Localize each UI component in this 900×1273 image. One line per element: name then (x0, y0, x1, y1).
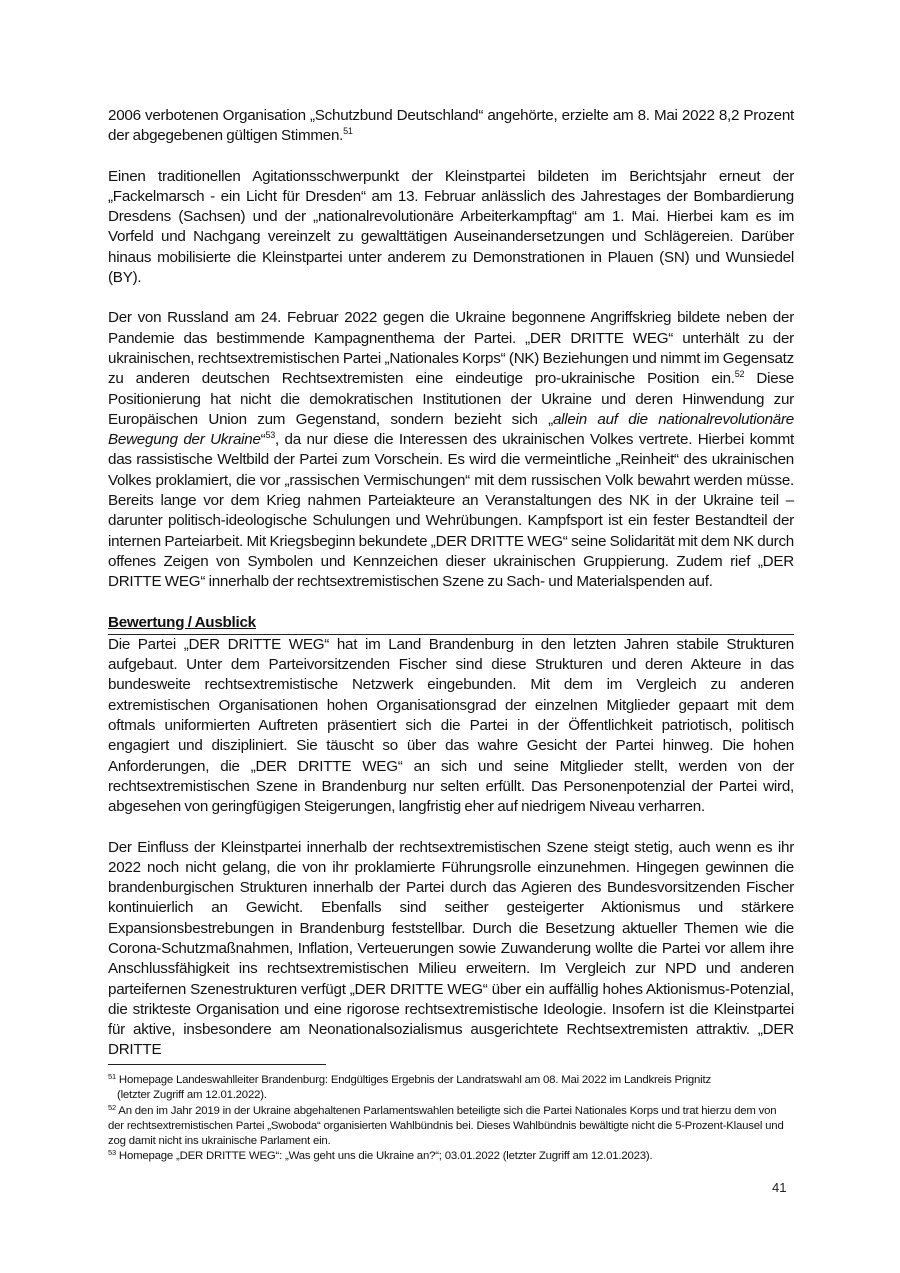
footnote-ref-52[interactable]: 52 (734, 369, 745, 380)
body-text (108, 106, 794, 1061)
paragraph-4: Die Partei „DER DRITTE WEG“ hat im Land Brandenburg in den letzten Jahren stabile Strukturen aufgebaut. Unter dem Parteivorsitzenden Fischer sind diese Strukturen und deren Akteure in das bundesweite rechtsextremistische Netzwerk eingebunden. Mit dem im Vergleich zu anderen extremistischen Organisationen hohen Organisationsgrad der einzelnen Mitglieder gepaart mit dem oftmals uniformierten Auftreten präsentiert sich die Partei in der Öffentlichkeit patriotisch, politisch engagiert und diszipliniert. Sie täuscht so über das wahre Gesicht der Partei hinweg. Die hohen Anforderungen, die „DER DRITTE WEG“ an sich und seine Mitglieder stellt, werden von der rechtsextremistischen Szene in Brandenburg nur selten erfüllt. Das Personenpotenzial der Partei wird, abgesehen von geringfügigen Steigerungen, langfristig eher auf niedrigem Niveau verharren. (108, 635, 794, 816)
footnotes (108, 1073, 794, 1165)
paragraph-1: 2006 verbotenen Organisation „Schutzbund Deutschland“ angehörte, erzielte am 8. Mai 2022 8,2 Prozent der abgegebenen gültigen Stimmen.$^{51}$ (108, 107, 794, 145)
footnote-ref-53[interactable]: 53 (265, 430, 275, 441)
footnote-53: $^{53}$ Homepage „DER DRITTE WEG“: „Was geht uns die Ukraine an?“; 03.01.2022 (letzter Zugriff am 12.01.2023). (108, 1148, 653, 1163)
footnote-separator (108, 1064, 326, 1065)
page-number: 41 (772, 1180, 787, 1195)
footnote-51: $^{51}$ Homepage Landeswahlleiter Brandenburg: Endgültiges Ergebnis der Landratswahl am 08. Mai 2022 im Landkreis Prignitz (letzter Zugriff am 12.01.2022). (108, 1072, 711, 1102)
paragraph-5: Der Einfluss der Kleinstpartei innerhalb der rechtsextremistischen Szene steigt stetig, auch wenn es ihr 2022 noch nicht gelang, die von ihr proklamierte Führungsrolle einzunehmen. Hingegen gewinnen die brandenburgischen Strukturen innerhalb der Partei durch das Agieren des Bundesvorsitzenden Fischer kontinuierlich an Gewicht. Ebenfalls sind seither gesteigerter Aktionismus und stärkere Expansionsbestrebungen in Brandenburg feststellbar. Durch die Besetzung aktueller Themen wie die Corona-Schutzmaßnahmen, Inflation, Verteuerungen sowie Zuwanderung wollte die Partei vor allem ihre Anschlussfähigkeit ins rechtsextremistischen Milieu erweitern. Im Vergleich zur NPD und anderen parteifernen Szenestrukturen verfügt „DER DRITTE WEG“ über ein auffällig hohes Aktionismus-Potenzial, die strikteste Organisation und eine rigorose rechtsextremistische Ideologie. Insofern ist die Kleinstpartei für aktive, insbesondere am Neonationalsozialismus ausgerichtete Rechtsextremisten attraktiv. „DER DRITTE (108, 838, 794, 1059)
footnote-ref-51[interactable]: 51 (343, 126, 353, 137)
paragraph-2: Einen traditionellen Agitationsschwerpunkt der Kleinstpartei bildeten im Berichtsjahr erneut der „Fackelmarsch - ein Licht für Dresden“ am 13. Februar anlässlich des Jahrestages der Bombardierung Dresdens (Sachsen) und der „nationalrevolutionäre Arbeiterkampftag“ am 1. Mai. Hierbei kam es im Vorfeld und Nachgang vereinzelt zu gewalttätigen Auseinandersetzungen und Schlägereien. Darüber hinaus mobilisierte die Kleinstpartei unter anderem zu Demonstrationen in Plauen (SN) und Wunsiedel (BY). (108, 167, 794, 287)
footnote-52: $^{52}$ An den im Jahr 2019 in der Ukraine abgehaltenen Parlamentswahlen beteiligte sich die Partei Nationales Korps und trat hierzu dem von der rechtsextremistischen Partei „Swoboda“ organisierten Wahlbündnis bei. Dieses Wahlbündnis bewältigte nicht die 5-Prozent-Klausel und zog damit nicht ins ukrainische Parlament ein. (108, 1102, 784, 1148)
paragraph-3: Der von Russland am 24. Februar 2022 gegen die Ukraine begonnene Angriffskrieg bildete neben der Pandemie das bestimmende Kampagnenthema der Partei. „DER DRITTE WEG“ unterhält zu der ukrainischen, rechtsextremistischen Partei „Nationales Korps“ (NK) Beziehungen und nimmt im Gegensatz zu anderen deutschen Rechtsextremisten eine eindeutige pro-ukrainische Position ein.$^{52}$ Diese Positionierung hat nicht die demokratischen Institutionen der Ukraine und deren Hinwendung zur Europäischen Union zum Gegenstand, sondern bezieht sich „allein auf die nationalrevolutionäre Bewegung der Ukraine“$^{53}$, da nur diese die Interessen des ukrainischen Volkes vertrete. Hierbei kommt das rassistische Weltbild der Partei zum Vorschein. Es wird die vermeintliche „Reinheit“ des ukrainischen Volkes proklamiert, die vor „rassischen Vermischungen“ mit dem russischen Volk bewahrt werden müsse. Bereits lange vor dem Krieg nahmen Parteiakteure an Veranstaltungen des NK in der Ukraine teil – darunter politisch-ideologische Schulungen und Wehrübungen. Kampfsport ist ein fester Bestandteil der internen Parteiarbeit. Mit Kriegsbeginn bekundete „DER DRITTE WEG“ seine Solidarität mit dem NK durch offenes Zeigen von Symbolen und Kennzeichen dieser ukrainischen Gruppierung. Zudem rief „DER DRITTE WEG“ innerhalb der rechtsextremistischen Szene zu Sach- und Materialspenden auf. (108, 309, 794, 591)
quote: allein auf die nationalrevolutionäre Bewegung der Ukraine (108, 410, 794, 449)
section-heading: Bewertung / Ausblick (108, 613, 794, 635)
